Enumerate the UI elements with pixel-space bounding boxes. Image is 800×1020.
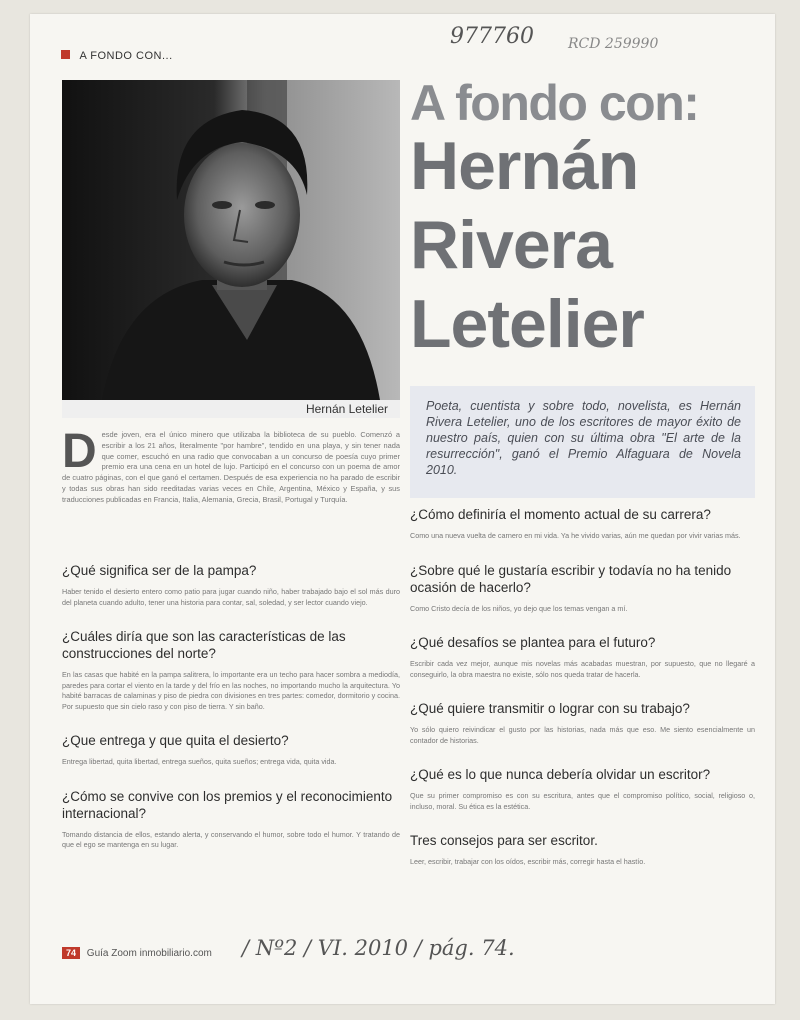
question: ¿Qué quiere transmitir o lograr con su trabajo? xyxy=(410,701,690,716)
page-footer xyxy=(62,948,212,959)
handwritten-code: 977760 xyxy=(450,24,534,49)
handwritten-footer-note: / Nº2 / VI. 2010 / pág. 74. xyxy=(242,936,515,960)
section-marker-icon xyxy=(61,50,70,59)
answer: Escribir cada vez mejor, aunque mis novelas más acabadas muestran, por supuesto, que no llegaré a conseguirlo, la obra maestra no existe, sólo nos queda tratar de hacerla. xyxy=(410,659,755,679)
title-line-2: Hernán xyxy=(410,128,639,204)
question: ¿Qué es lo que nunca debería olvidar un escritor? xyxy=(410,767,711,782)
question: ¿Cuáles diría que son las características de las construcciones del norte? xyxy=(62,629,346,661)
section-label: A FONDO CON... xyxy=(79,50,173,62)
answer: Yo sólo quiero reivindicar el gusto por las historias, nada más que eso. Me siento esencialmente un contador de historias. xyxy=(410,725,755,745)
portrait-image xyxy=(62,80,400,400)
title-line-4: Letelier xyxy=(410,286,644,362)
answer: Tomando distancia de ellos, estando alerta, y conservando el humor, sobre todo el humor. Y tratando de que el ego se mantenga en su lugar. xyxy=(62,829,400,849)
answer: Leer, escribir, trabajar con los oídos, escribir más, corregir hasta el hastío. xyxy=(410,857,646,866)
title-line-3: Rivera xyxy=(410,207,612,283)
question: ¿Qué significa ser de la pampa? xyxy=(62,563,257,578)
section-header xyxy=(61,46,173,64)
right-qa-block xyxy=(410,506,755,868)
intro-text: esde joven, era el único minero que utilizaba la biblioteca de su pueblo. Comenzó a escribir a los 21 años, literalmente "por hambre", tendido en una playa, y sin tener nada que comer, escuchó en una radio que convocaban a un concurso de poesía cuyo primer premio era una cena en un hotel de lujo. Participó en el concurso con un poema de amor de cuatro páginas, con el que ganó el certamen. Después de esa experiencia no ha parado de escribir y todas sus obras han sido reeditadas varias veces en Chile, Argentina, México y España, y sus traducciones publicadas en Francia, Italia, Alemania, Grecia, Brasil, Portugal y Turquía. xyxy=(62,430,400,504)
question: ¿Que entrega y que quita el desierto? xyxy=(62,733,289,748)
question: ¿Sobre qué le gustaría escribir y todavía no ha tenido ocasión de hacerlo? xyxy=(410,562,732,595)
question: ¿Qué desafíos se plantea para el futuro? xyxy=(410,635,656,650)
answer: Entrega libertad, quita libertad, entrega sueños, quita sueños; entrega vida, quita vida. xyxy=(62,757,337,766)
answer: Como una nueva vuelta de carnero en mi vida. Ya he vivido varias, aún me quedan por vivir varias más. xyxy=(410,531,741,540)
magazine-page xyxy=(30,14,775,1004)
answer: Como Cristo decía de los niños, yo dejo que los temas vengan a mí. xyxy=(410,603,628,613)
answer: Haber tenido el desierto entero como patio para jugar cuando niño, haber trabajado bajo el sol más duro del planeta cuando adulto, tener una historia para contar, sal, soledad, y ser lector cuando viejo. xyxy=(62,587,400,607)
handwritten-code-stamp: RCD 259990 xyxy=(568,36,659,52)
left-qa-block xyxy=(62,562,400,851)
page-number: 74 xyxy=(62,947,80,959)
drop-cap: D xyxy=(62,425,97,478)
question: Tres consejos para ser escritor. xyxy=(410,833,598,848)
photo-caption: Hernán Letelier xyxy=(305,402,388,416)
lead-box xyxy=(410,386,755,498)
question: ¿Cómo se convive con los premios y el reconocimiento internacional? xyxy=(62,788,393,821)
author-photo xyxy=(62,80,400,400)
question: ¿Cómo definiría el momento actual de su carrera? xyxy=(410,507,711,522)
title-line-1: A fondo con: xyxy=(410,75,699,131)
answer: Que su primer compromiso es con su escritura, antes que el compromiso político, social, religioso o, incluso, moral. Su ética es la estética. xyxy=(410,791,755,811)
lead-paragraph: Poeta, cuentista y sobre todo, novelista, es Hernán Rivera Letelier, uno de los escritores de mayor éxito de nuestro país, quien con su última obra "El arte de la resurrección", ganó el Premio Alfaguara de Novela 2010. xyxy=(426,399,741,477)
intro-paragraph xyxy=(62,425,400,506)
photo-caption-bar xyxy=(62,400,400,418)
answer: En las casas que habité en la pampa salitrera, lo importante era un techo para hacer sombra a mediodía, paredes para cortar el viento en la tarde y del frío en las noches, no importando mucho la arquitectura. Yo habité barracas de calaminas y piso de piedra con divisiones en tres partes: comedor, dormitorio y cocina. Por supuesto que sin cielo raso y con piso de tierra. Y sin baño. xyxy=(62,670,400,711)
footer-site: Guía Zoom inmobiliario.com xyxy=(86,948,212,959)
